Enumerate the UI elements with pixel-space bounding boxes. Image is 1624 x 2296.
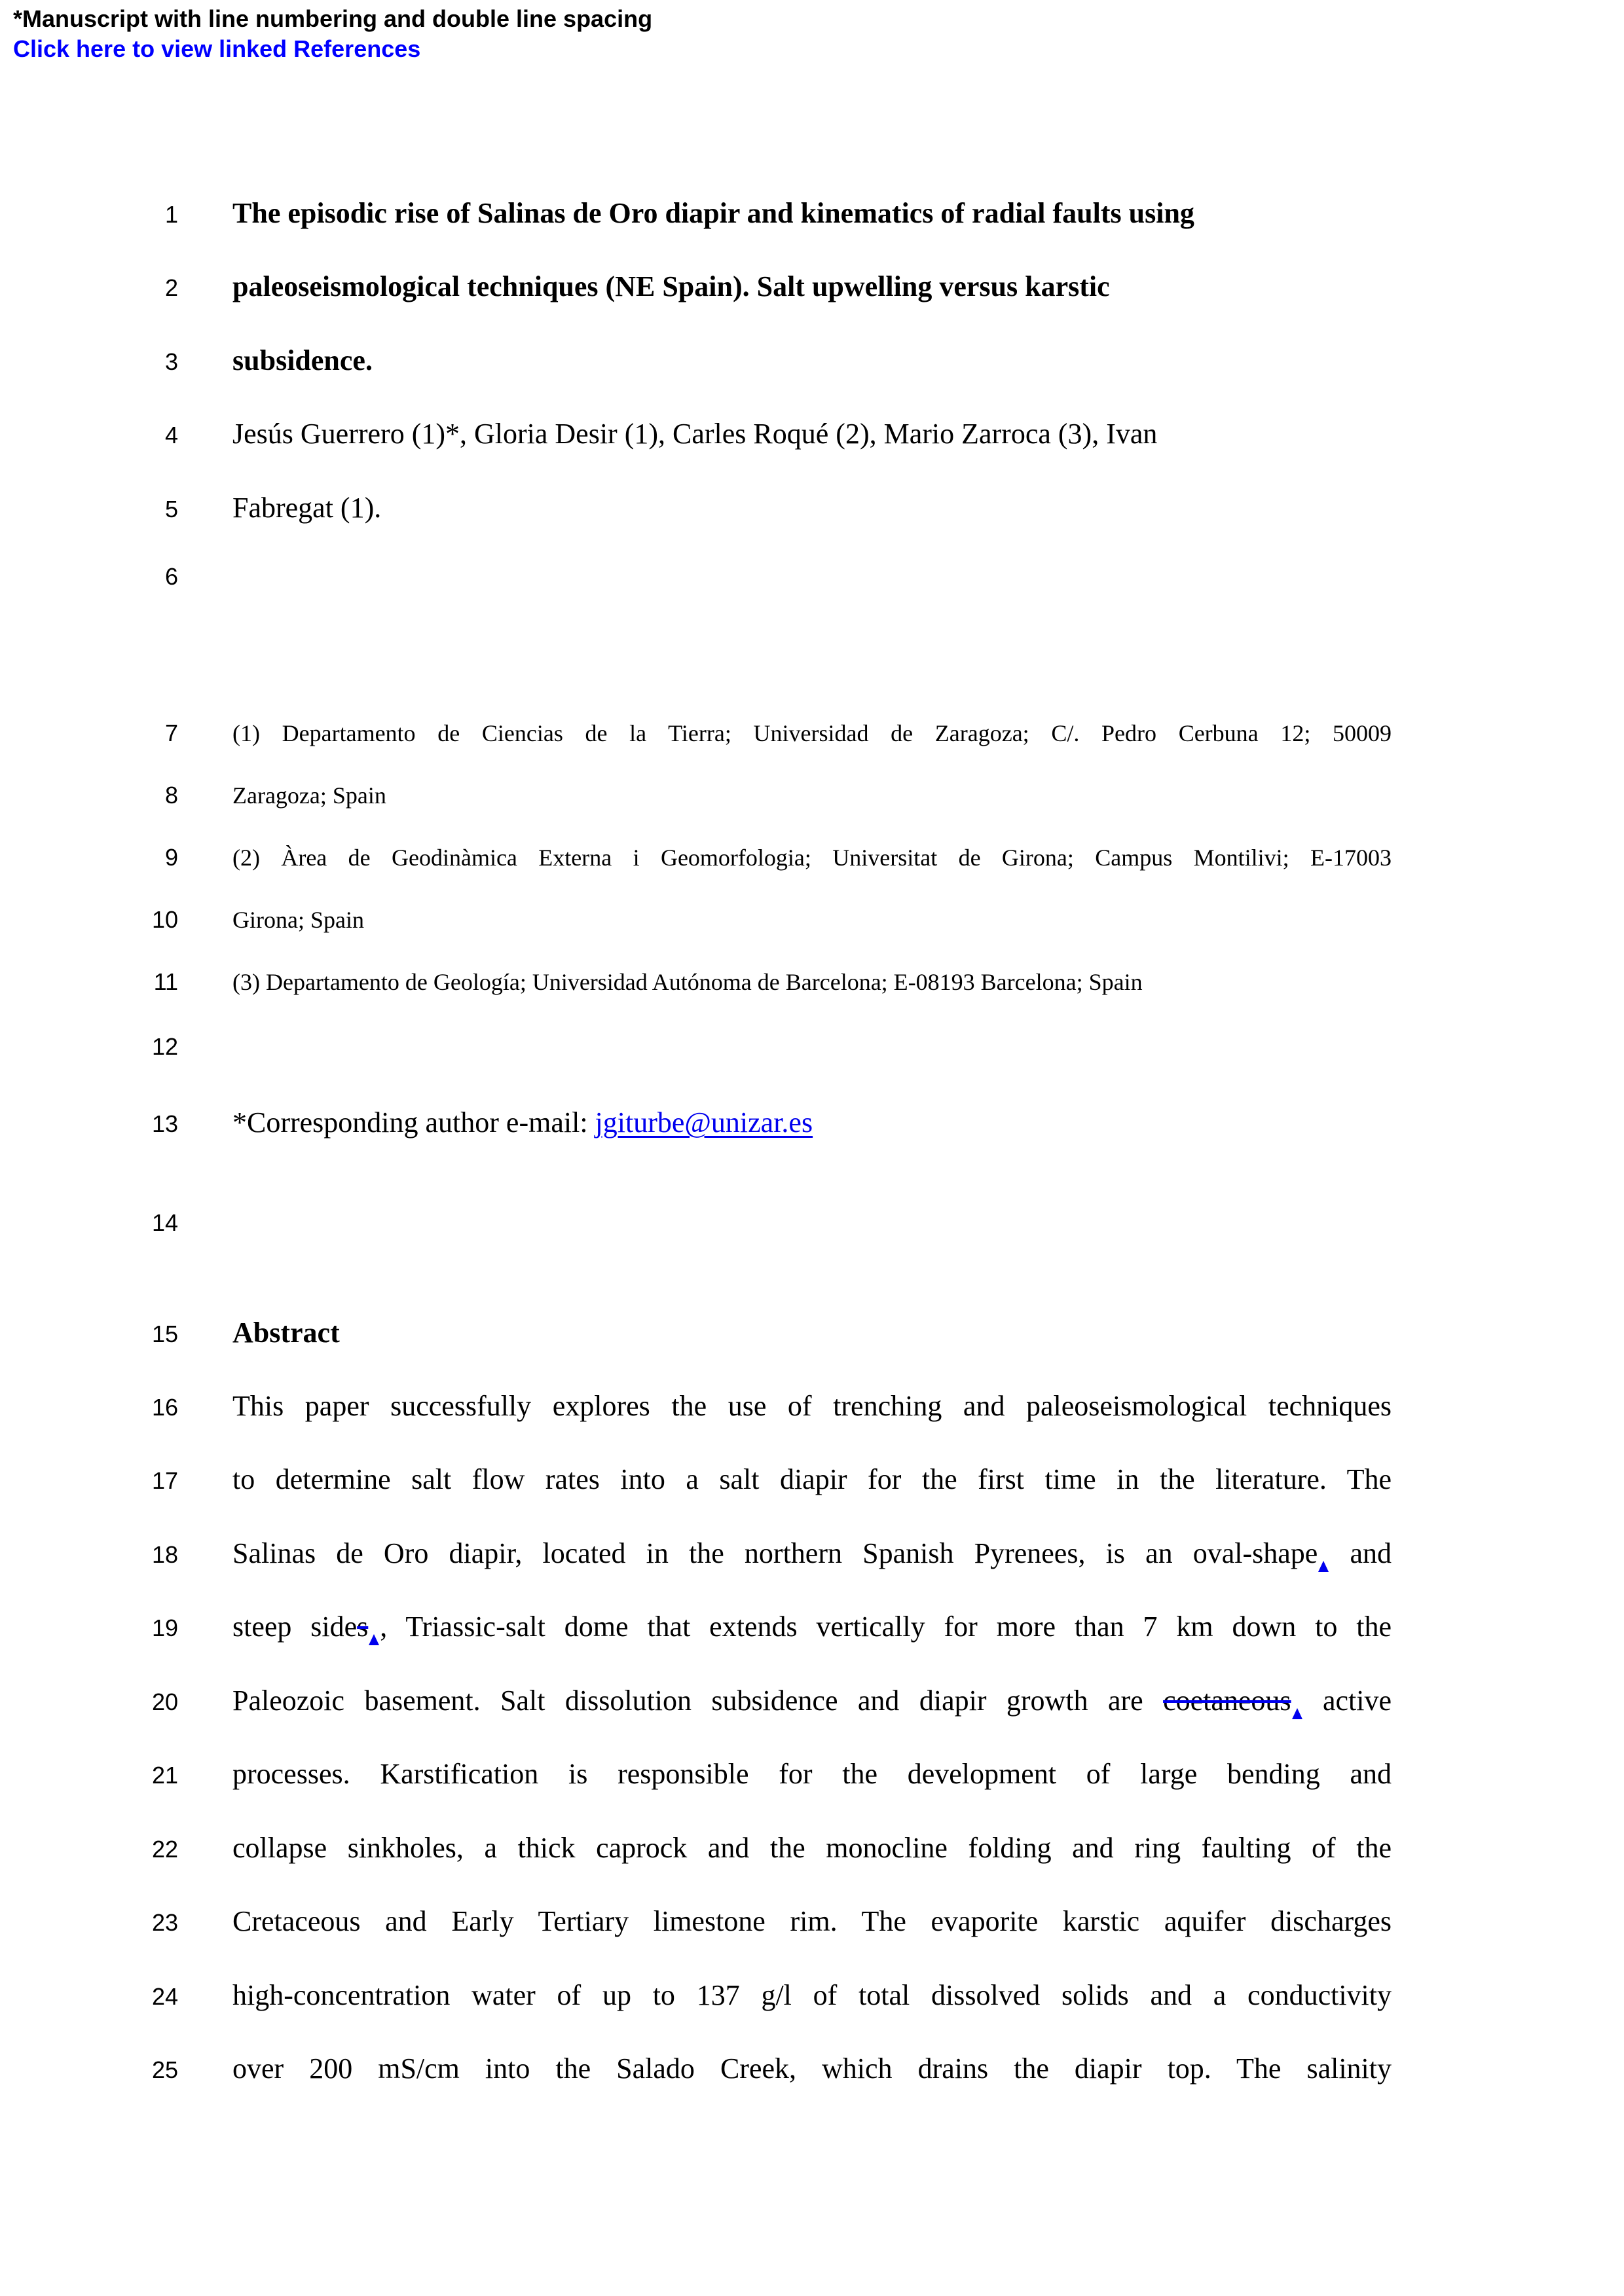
line-number: 22 (151, 1836, 178, 1863)
line-number: 15 (151, 1321, 178, 1347)
manuscript-line-23 (0, 1905, 1624, 1939)
text-segment: subsidence. (232, 344, 373, 376)
text-segment: high-concentration water of up to 137 g/l of total dissolved solids and a conductivity (232, 1979, 1392, 2011)
text-segment: processes. Karstification is responsible for the development of large bending and (232, 1758, 1392, 1790)
manuscript-line-3 (0, 344, 1624, 378)
manuscript-line-1 (0, 197, 1624, 230)
line-text (232, 845, 1392, 871)
text-segment: and (1329, 1537, 1392, 1569)
line-text (232, 782, 1392, 809)
line-text (232, 1758, 1392, 1791)
line-number: 18 (151, 1541, 178, 1568)
line-text (232, 720, 1392, 747)
line-number: 16 (151, 1394, 178, 1421)
line-number: 11 (153, 968, 178, 995)
text-segment: paleoseismological techniques (NE Spain). Salt upwelling versus karstic (232, 270, 1110, 302)
manuscript-line-4 (0, 418, 1624, 451)
text-segment: This paper successfully explores the use of trenching and paleoseismological techniques (232, 1390, 1392, 1422)
line-text (232, 492, 1392, 525)
line-text (232, 197, 1392, 230)
line-number: 9 (164, 844, 178, 871)
line-text (232, 969, 1392, 996)
manuscript-line-15 (0, 1317, 1624, 1350)
text-segment: to determine salt flow rates into a salt diapir for the first time in the literature. The (232, 1463, 1392, 1495)
manuscript-line-9 (0, 845, 1624, 871)
manuscript-line-25 (0, 2052, 1624, 2086)
manuscript-line-7 (0, 720, 1624, 747)
line-text (232, 1537, 1392, 1572)
manuscript-line-2 (0, 270, 1624, 304)
text-segment: steep side (232, 1611, 358, 1643)
line-text (232, 1979, 1392, 2013)
tracked-change-caret-icon (1318, 1561, 1329, 1572)
manuscript-line-14 (0, 1211, 1624, 1235)
text-segment: Salinas de Oro diapir, located in the northern Spanish Pyrenees, is an oval-shape (232, 1537, 1318, 1569)
line-number: 24 (151, 1983, 178, 2010)
line-number: 7 (164, 720, 178, 746)
line-number: 2 (164, 274, 178, 301)
line-text (232, 344, 1392, 378)
text-segment: Abstract (232, 1317, 340, 1349)
manuscript-line-16 (0, 1390, 1624, 1423)
line-number: 25 (151, 2056, 178, 2083)
line-text (232, 1463, 1392, 1497)
line-number: 17 (151, 1467, 178, 1494)
view-linked-references-link[interactable]: Click here to view linked References (13, 35, 421, 62)
manuscript-line-13 (0, 1106, 1624, 1140)
manuscript-line-18 (0, 1537, 1624, 1572)
manuscript-line-6 (0, 565, 1624, 589)
text-segment: *Corresponding author e-mail: (232, 1106, 595, 1139)
text-segment: (1) Departamento de Ciencias de la Tierra; Universidad de Zaragoza; C/. Pedro Cerbuna 12; 50009 (232, 720, 1392, 746)
line-number: 5 (164, 496, 178, 522)
line-text (232, 270, 1392, 304)
text-segment: Fabregat (1). (232, 492, 382, 524)
text-segment: Girona; Spain (232, 907, 364, 933)
text-segment: collapse sinkholes, a thick caprock and the monocline folding and ring faulting of the (232, 1832, 1392, 1864)
text-segment: Paleozoic basement. Salt dissolution subsidence and diapir growth are (232, 1685, 1164, 1717)
manuscript-line-24 (0, 1979, 1624, 2013)
manuscript-line-8 (0, 782, 1624, 809)
line-text (232, 1317, 1392, 1350)
line-number: 3 (164, 348, 178, 375)
text-segment: (3) Departamento de Geología; Universidad Autónoma de Barcelona; E-08193 Barcelona; Spain (232, 969, 1143, 995)
line-number: 6 (164, 563, 178, 590)
line-text (232, 1905, 1392, 1939)
line-text (232, 907, 1392, 934)
line-number: 21 (151, 1762, 178, 1789)
manuscript-line-5 (0, 492, 1624, 525)
line-number: 13 (151, 1110, 178, 1137)
line-text (232, 418, 1392, 451)
manuscript-line-21 (0, 1758, 1624, 1791)
text-segment: The episodic rise of Salinas de Oro diapir and kinematics of radial faults using (232, 197, 1194, 229)
manuscript-line-17 (0, 1463, 1624, 1497)
line-text (232, 2052, 1392, 2086)
text-segment: , Triassic-salt dome that extends vertically for more than 7 km down to the (380, 1611, 1392, 1643)
line-number: 1 (164, 201, 178, 228)
line-text (232, 1390, 1392, 1423)
tracked-deletion-text: coetaneous (1163, 1685, 1291, 1717)
line-number: 10 (151, 906, 178, 933)
line-number: 14 (151, 1209, 178, 1236)
line-number: 19 (151, 1614, 178, 1641)
text-segment: Jesús Guerrero (1)*, Gloria Desir (1), Carles Roqué (2), Mario Zarroca (3), Ivan (232, 418, 1158, 450)
line-number: 8 (164, 782, 178, 809)
manuscript-line-10 (0, 907, 1624, 934)
text-segment: Zaragoza; Spain (232, 782, 386, 809)
text-segment: over 200 mS/cm into the Salado Creek, which drains the diapir top. The salinity (232, 2052, 1392, 2085)
manuscript-line-19 (0, 1611, 1624, 1645)
line-text (232, 1611, 1392, 1645)
manuscript-line-22 (0, 1832, 1624, 1865)
tracked-deletion-text: s (357, 1611, 369, 1643)
line-number: 12 (151, 1033, 178, 1060)
line-text (232, 1832, 1392, 1865)
tracked-change-caret-icon (369, 1634, 379, 1645)
manuscript-line-12 (0, 1035, 1624, 1059)
corresponding-author-email-link[interactable]: jgiturbe@unizar.es (595, 1106, 813, 1139)
manuscript-line-20 (0, 1685, 1624, 1719)
tracked-change-caret-icon (1292, 1708, 1302, 1719)
manuscript-type-label: *Manuscript with line numbering and double line spacing (13, 5, 653, 32)
line-number: 20 (151, 1688, 178, 1715)
manuscript-line-11 (0, 969, 1624, 996)
line-text (232, 1685, 1392, 1719)
text-segment: active (1302, 1685, 1392, 1717)
text-segment: (2) Àrea de Geodinàmica Externa i Geomorfologia; Universitat de Girona; Campus Montilivi; E-17003 (232, 845, 1392, 871)
line-text (232, 1106, 1392, 1140)
text-segment: Cretaceous and Early Tertiary limestone rim. The evaporite karstic aquifer discharges (232, 1905, 1392, 1937)
line-number: 23 (151, 1909, 178, 1936)
line-number: 4 (164, 422, 178, 448)
